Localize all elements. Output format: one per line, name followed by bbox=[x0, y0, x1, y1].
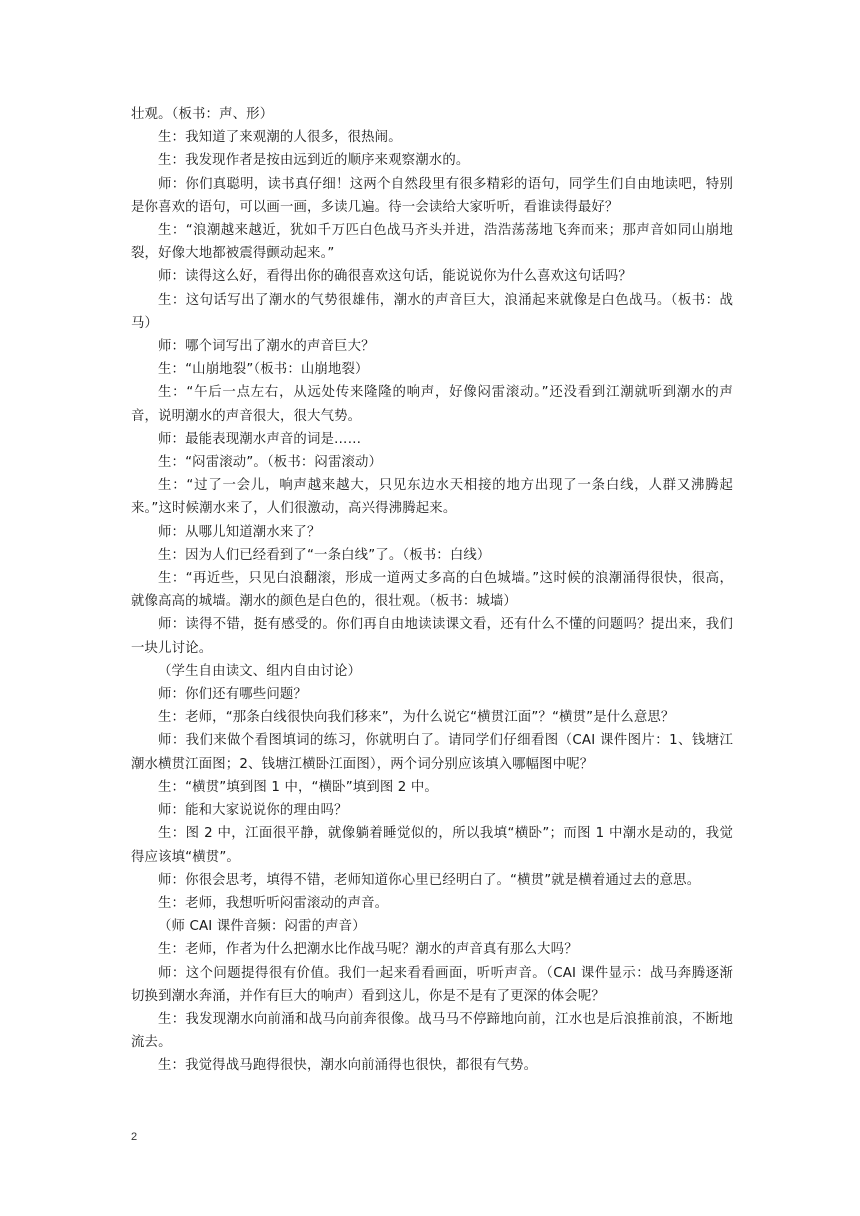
paragraph: 生：“午后一点左右，从远处传来隆隆的响声，好像闷雷滚动。”还没看到江潮就听到潮水的声音，说明潮水的声音很大，很大气势。 bbox=[131, 385, 733, 424]
paragraph: 师：你很会思考，填得不错，老师知道你心里已经明白了。“横贯”就是横着通过去的意思。 bbox=[158, 872, 701, 888]
paragraph: 师：读得不错，挺有感受的。你们再自由地读读课文看，还有什么不懂的问题吗？提出来，我们一块儿讨论。 bbox=[131, 617, 733, 656]
paragraph: 生：因为人们已经看到了“一条白线”了。（板书：白线） bbox=[158, 547, 491, 563]
paragraph: 师：读得这么好，看得出你的确很喜欢这句话，能说说你为什么喜欢这句话吗？ bbox=[158, 269, 632, 285]
paragraph: （学生自由读文、组内自由讨论） bbox=[158, 663, 362, 679]
paragraph: 生：老师，“那条白线很快向我们移来”，为什么说它“横贯江面”？“横贯”是什么意思？ bbox=[158, 710, 675, 726]
paragraph: 生：图 2 中，江面很平静，就像躺着睡觉似的，所以我填“横卧”；而图 1 中潮水是动的，我觉得应该填“横贯”。 bbox=[131, 826, 733, 865]
paragraph: 生：我觉得战马跑得很快，潮水向前涌得也很快，都很有气势。 bbox=[158, 1058, 538, 1074]
paragraph: 师：你们真聪明，读书真仔细！这两个自然段里有很多精彩的语句，同学生们自由地读吧，特别是你喜欢的语句，可以画一画，多读几遍。待一会读给大家听听，看谁读得最好？ bbox=[131, 176, 733, 215]
paragraph: 生：“闷雷滚动”。（板书：闷雷滚动） bbox=[158, 455, 383, 471]
paragraph: 师：能和大家说说你的理由吗？ bbox=[158, 803, 348, 819]
paragraph: 师：哪个词写出了潮水的声音巨大？ bbox=[158, 339, 375, 355]
paragraph: 生：我发现潮水向前涌和战马向前奔很像。战马马不停蹄地向前，江水也是后浪推前浪，不断地流去。 bbox=[131, 1011, 733, 1051]
paragraph: 师：我们来做个看图填词的练习，你就明白了。请同学们仔细看图（CAI 课件图片：1、钱塘江潮水横贯江面图；2、钱塘江横卧江面图），两个词分别应该填入哪幅图中呢？ bbox=[131, 733, 733, 772]
page-number: 2 bbox=[131, 1131, 138, 1143]
paragraph: 生：“过了一会儿，响声越来越大，只见东边水天相接的地方出现了一条白线，人群又沸腾起来。”这时候潮水来了，人们很激动，高兴得沸腾起来。 bbox=[131, 478, 733, 517]
paragraph: 师：你们还有哪些问题？ bbox=[158, 687, 307, 703]
paragraph: 生：这句话写出了潮水的气势很雄伟，潮水的声音巨大，浪涌起来就像是白色战马。（板书：战马） bbox=[131, 292, 733, 331]
paragraph: 生：“浪潮越来越近，犹如千万匹白色战马齐头并进，浩浩荡荡地飞奔而来；那声音如同山崩地裂，好像大地都被震得颤动起来。” bbox=[131, 223, 733, 262]
paragraph: 生：“再近些，只见白浪翻滚，形成一道两丈多高的白色城墙。”这时候的浪潮涌得很快，很高，就像高高的城墙。潮水的颜色是白色的，很壮观。（板书：城墙） bbox=[131, 571, 733, 610]
paragraph: 生：我发现作者是按由远到近的顺序来观察潮水的。 bbox=[158, 153, 470, 169]
paragraph: 师：这个问题提得很有价值。我们一起来看看画面，听听声音。（CAI 课件显示：战马奔腾逐渐切换到潮水奔涌，并作有巨大的响声）看到这儿，你是不是有了更深的体会呢？ bbox=[131, 965, 733, 1004]
paragraph: 生：我知道了来观潮的人很多，很热闹。 bbox=[158, 130, 402, 146]
paragraph: 生：老师，作者为什么把潮水比作战马呢？潮水的声音真有那么大吗？ bbox=[158, 942, 578, 958]
paragraph: （师 CAI 课件音频：闷雷的声音） bbox=[158, 919, 366, 935]
paragraph: 壮观。（板书：声、形） bbox=[131, 107, 274, 122]
paragraph: 师：最能表现潮水声音的词是…… bbox=[158, 431, 362, 447]
paragraph: 生：“山崩地裂”（板书：山崩地裂） bbox=[158, 362, 369, 378]
paragraph: 师：从哪儿知道潮水来了？ bbox=[158, 524, 321, 540]
document-body bbox=[131, 103, 733, 1078]
paragraph: 生：“横贯”填到图 1 中，“横卧”填到图 2 中。 bbox=[158, 779, 438, 795]
paragraph: 生：老师，我想听听闷雷滚动的声音。 bbox=[158, 895, 389, 911]
